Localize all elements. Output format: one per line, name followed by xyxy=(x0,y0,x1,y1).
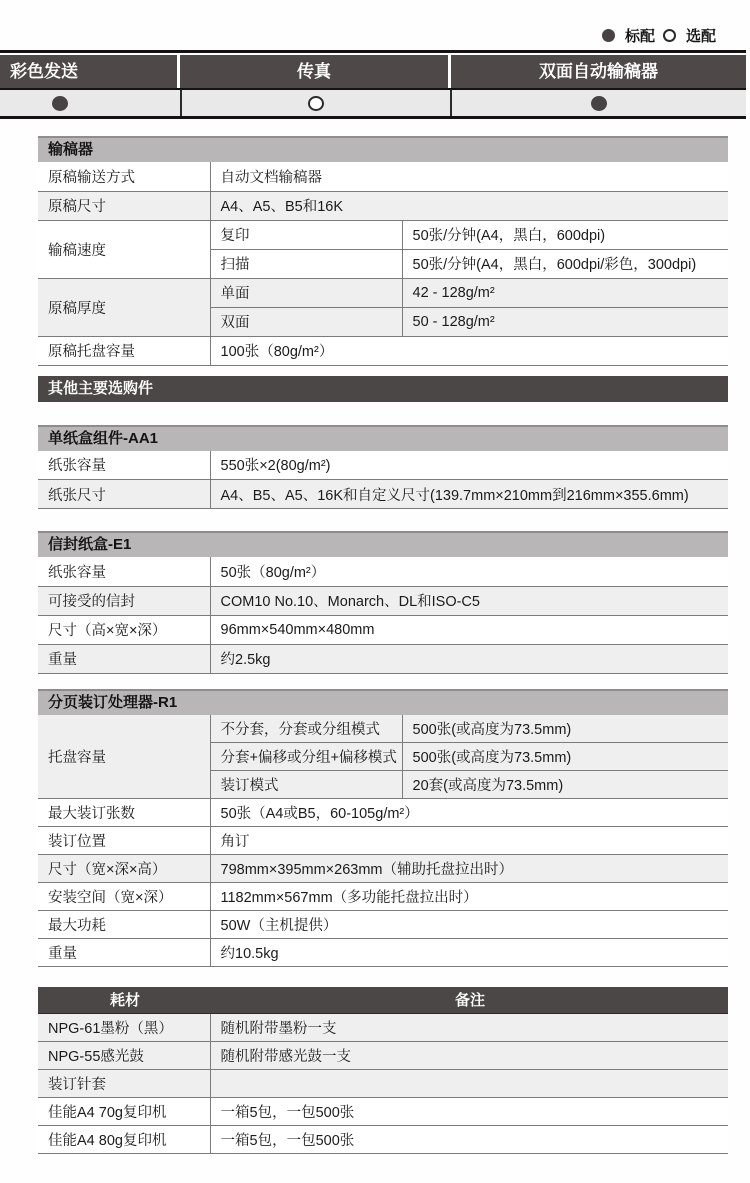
row-value: 50张/分钟(A4，黑白，600dpi) xyxy=(402,220,728,249)
row-label: 纸张容量 xyxy=(38,451,210,480)
banner-column-duplex-feeder: 双面自动输稿器 xyxy=(451,55,746,88)
row-label: 原稿厚度 xyxy=(38,278,210,336)
table-row xyxy=(38,451,728,480)
standard-dot-icon xyxy=(52,96,68,111)
feature-banner-header xyxy=(0,53,746,88)
optional-dot-icon xyxy=(663,29,676,42)
row-label: 托盘容量 xyxy=(38,715,210,799)
table-row xyxy=(38,220,728,249)
row-value: 一箱5包，一包500张 xyxy=(210,1125,728,1153)
section-title-envelope: 信封纸盒-E1 xyxy=(38,531,728,557)
row-label: 输稿速度 xyxy=(38,220,210,278)
table-row xyxy=(38,644,728,673)
row-value: 自动文档输稿器 xyxy=(210,162,728,191)
row-value: COM10 No.10、Monarch、DL和ISO-C5 xyxy=(210,586,728,615)
table-row xyxy=(38,586,728,615)
table-row xyxy=(38,557,728,586)
row-label: 最大功耗 xyxy=(38,911,210,939)
row-value: 约10.5kg xyxy=(210,939,728,967)
table-row xyxy=(38,799,728,827)
consumables-note-header: 备注 xyxy=(210,987,728,1013)
row-value: 42 - 128g/m² xyxy=(402,278,728,307)
row-value: 50 - 128g/m² xyxy=(402,307,728,336)
subrow-label: 复印 xyxy=(210,220,402,249)
feeder-table xyxy=(38,162,728,366)
table-row xyxy=(38,615,728,644)
row-value: 一箱5包，一包500张 xyxy=(210,1097,728,1125)
row-value: 100张（80g/m²） xyxy=(210,336,728,365)
table-row xyxy=(38,191,728,220)
cassette-table xyxy=(38,451,728,510)
spec-content xyxy=(38,136,728,1154)
row-value: 随机附带墨粉一支 xyxy=(210,1013,728,1041)
legend-standard-label: 标配 xyxy=(624,27,655,45)
banner-column-color-send: 彩色发送 xyxy=(0,55,177,88)
consumables-table xyxy=(38,987,728,1154)
row-label: NPG-61墨粉（黑） xyxy=(38,1013,210,1041)
row-label: 尺寸（高×宽×深） xyxy=(38,615,210,644)
status-cell-fax xyxy=(180,90,450,116)
row-label: 重量 xyxy=(38,939,210,967)
finisher-table xyxy=(38,715,728,968)
section-title-cassette: 单纸盒组件-AA1 xyxy=(38,425,728,451)
subrow-label: 单面 xyxy=(210,278,402,307)
table-row xyxy=(38,1013,728,1041)
table-row xyxy=(38,1069,728,1097)
row-label: 原稿托盘容量 xyxy=(38,336,210,365)
feature-status-row xyxy=(0,90,746,116)
legend xyxy=(0,24,750,46)
status-cell-color-send xyxy=(0,90,180,116)
table-row xyxy=(38,1097,728,1125)
legend-optional-label: 选配 xyxy=(685,27,716,45)
consumables-header-row xyxy=(38,987,728,1013)
row-value: 96mm×540mm×480mm xyxy=(210,615,728,644)
consumables-item-header: 耗材 xyxy=(38,987,210,1013)
row-value: 1182mm×567mm（多功能托盘拉出时） xyxy=(210,883,728,911)
section-title-feeder: 输稿器 xyxy=(38,136,728,162)
row-label: 原稿尺寸 xyxy=(38,191,210,220)
row-value: 约2.5kg xyxy=(210,644,728,673)
row-value: 500张(或高度为73.5mm) xyxy=(402,715,728,743)
row-label: 重量 xyxy=(38,644,210,673)
table-row xyxy=(38,162,728,191)
standard-dot-icon xyxy=(602,29,615,42)
feature-banner xyxy=(0,50,746,119)
row-value: 798mm×395mm×263mm（辅助托盘拉出时） xyxy=(210,855,728,883)
table-row xyxy=(38,480,728,509)
row-label: 安装空间（宽×深） xyxy=(38,883,210,911)
row-value: 角订 xyxy=(210,827,728,855)
row-value xyxy=(210,1069,728,1097)
row-label: 尺寸（宽×深×高） xyxy=(38,855,210,883)
row-value: 随机附带感光鼓一支 xyxy=(210,1041,728,1069)
envelope-table xyxy=(38,557,728,674)
table-row xyxy=(38,855,728,883)
row-value: A4、A5、B5和16K xyxy=(210,191,728,220)
subrow-label: 双面 xyxy=(210,307,402,336)
row-value: 500张(或高度为73.5mm) xyxy=(402,743,728,771)
table-row xyxy=(38,1125,728,1153)
table-row xyxy=(38,336,728,365)
row-value: 550张×2(80g/m²) xyxy=(210,451,728,480)
row-value: 50张（80g/m²） xyxy=(210,557,728,586)
table-row xyxy=(38,883,728,911)
row-value: A4、B5、A5、16K和自定义尺寸(139.7mm×210mm到216mm×355.6mm) xyxy=(210,480,728,509)
standard-dot-icon xyxy=(591,96,607,111)
row-value: 50W（主机提供） xyxy=(210,911,728,939)
subrow-label: 分套+偏移或分组+偏移模式 xyxy=(210,743,402,771)
row-label: 装订位置 xyxy=(38,827,210,855)
banner-column-fax: 传真 xyxy=(180,55,448,88)
optional-dot-icon xyxy=(308,96,324,111)
row-label: 原稿输送方式 xyxy=(38,162,210,191)
row-value: 20套(或高度为73.5mm) xyxy=(402,771,728,799)
row-label: 装订针套 xyxy=(38,1069,210,1097)
subrow-label: 扫描 xyxy=(210,249,402,278)
table-row xyxy=(38,1041,728,1069)
table-row xyxy=(38,939,728,967)
table-row xyxy=(38,278,728,307)
section-title-options: 其他主要选购件 xyxy=(38,376,728,402)
row-value: 50张（A4或B5，60-105g/m²） xyxy=(210,799,728,827)
row-label: 佳能A4 80g复印机 xyxy=(38,1125,210,1153)
row-value: 50张/分钟(A4，黑白，600dpi/彩色，300dpi) xyxy=(402,249,728,278)
status-cell-duplex-feeder xyxy=(450,90,746,116)
row-label: 纸张尺寸 xyxy=(38,480,210,509)
subrow-label: 装订模式 xyxy=(210,771,402,799)
table-row xyxy=(38,715,728,743)
table-row xyxy=(38,911,728,939)
table-row xyxy=(38,827,728,855)
subrow-label: 不分套，分套或分组模式 xyxy=(210,715,402,743)
row-label: 可接受的信封 xyxy=(38,586,210,615)
section-title-finisher: 分页装订处理器-R1 xyxy=(38,689,728,715)
row-label: NPG-55感光鼓 xyxy=(38,1041,210,1069)
row-label: 佳能A4 70g复印机 xyxy=(38,1097,210,1125)
row-label: 纸张容量 xyxy=(38,557,210,586)
row-label: 最大装订张数 xyxy=(38,799,210,827)
